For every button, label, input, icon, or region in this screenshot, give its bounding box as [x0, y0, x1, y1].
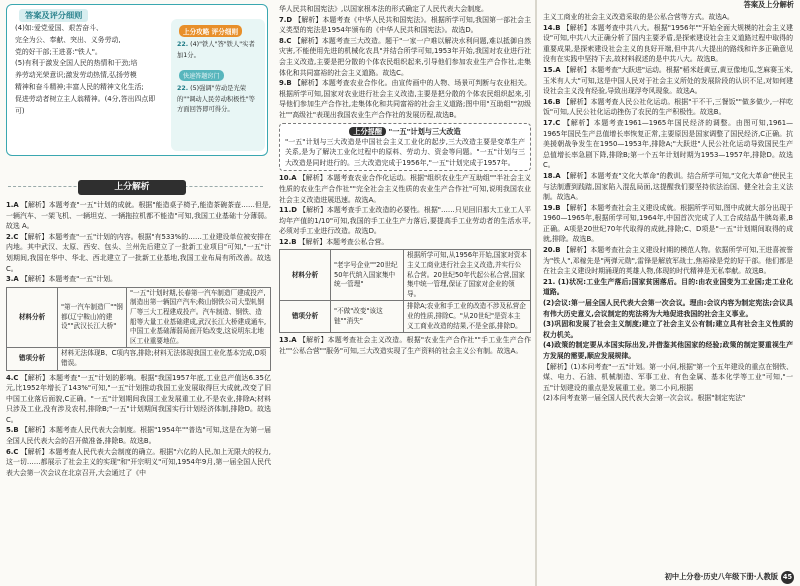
- answer-line: 精神和奋斗精神;丰富人民的精神文化生活;: [15, 82, 144, 91]
- answer-item: 【解析】(1)本问考查"一五"计划。第一小问,根据"第一个五年建设的重点在钢铁、煤、电力、石油、机械制造、军事工业、有色金属、基本化学等工业"可知,"一五"计划建设的重点是发展重工业。第二小问,根据: [543, 362, 793, 392]
- table-label: 材料分析: [7, 287, 58, 348]
- tip-box: [279, 123, 531, 172]
- answer-item: (2)本问考查第一届全国人民代表大会第一次会议。根据"制定宪法": [543, 394, 746, 403]
- table-cell: "老字号企业""20世纪50年代纳入国家集中统一管理": [331, 250, 404, 301]
- callout-line: 22. (5)强调"劳动是光荣的""调动人民劳动积极性"等方面回答即可得分。: [177, 85, 255, 114]
- table-cell: "一五"计划时期,长春第一汽车制造厂建成投产,制造出第一辆国产汽车;鞍山钢铁公司大型轧钢厂等三大工程建成投产。汽车制造、钢铁、造船等大量工业基础建成,武汉长江大桥建成通车,中国工业基础薄弱局面开始改变,这说明东北地区工业重要地位。: [127, 287, 271, 348]
- answer-item: 7.D 【解析】本题考查《中华人民共和国宪法》。根据所学可知,我国第一部社会主义类型的宪法是1954年颁布的《中华人民共和国宪法》。故选D。: [279, 15, 531, 35]
- answer-item: 1.A 【解析】本题考查"一五"计划的成就。根据"能造桌子椅子,能造茶碗茶壶……但是,一辆汽车、一架飞机、一辆坦克、一辆拖拉机都不能造"可知,我国工业基础十分薄弱。故选 A。: [6, 201, 271, 231]
- table-label: 错项分析: [7, 348, 58, 370]
- answer-item: 8.C 【解析】本题考查三大改造。题干"一家一户难以解决水利问题,难以抵御自然灾害,不能使用先进的机械化农具"并结合所学可知,1953年开始,我国对农业进行社会主义改造,主要是把分散的个体农民组织起来,引导他们参加农业生产合作社,走集体化和共同富裕的社会主义道路。故选C。: [279, 36, 531, 77]
- answer-box-title: 答案及评分细则: [19, 9, 88, 22]
- answer-item: (2)会议:第一届全国人民代表大会第一次会议。理由:会议内容为制定宪法;会议具有伟大历史意义,会议制定的宪法将为大地促进我国的社会主义事业。: [543, 299, 793, 318]
- page-footer: [665, 571, 794, 584]
- column-3: [543, 12, 793, 570]
- column-2: [279, 4, 531, 586]
- right-page: [537, 0, 800, 586]
- scoring-callout: [171, 19, 265, 151]
- answer-item: 10.A 【解析】本题考查农业合作化运动。根据"组织农业生产互助组""半社会主义性质的农业生产合作社""完全社会主义性质的农业生产合作社"可知,说明我国农业社会主义改造进展迅速。故选A。: [279, 174, 531, 204]
- answer-item: (4)政策的制定要从本国实际出发,并借鉴其他国家的经验;政策的制定要重视生产方发展的需要,顺应发展规律。: [543, 341, 793, 360]
- answer-item: 20.B 【解析】本题考查社会主义建设时期的模范人物。依据所学可知,王进喜被誉为"铁人",邓稼先是"两弹元勋",雷锋是解放军战士,焦裕禄是党的好干部。他们都是在社会主义建设时期涌现的英雄人物,体现的时代精神是无私奉献。故选B。: [543, 246, 793, 276]
- answer-item: 9.B 【解析】本题考查农业合作化。由宣传画中的人物、场景可判断与农业相关。根据所学可知,国家对农业进行社会主义改造,主要是把分散的个体农民组织起来,引导他们参加生产合作社,走集体化和共同富裕的社会主义道路;图中用"互助组""初级社""高级社"表现出我国农业生产合作社的发展历程,故选B。: [279, 79, 531, 119]
- analysis-table: [6, 287, 271, 371]
- table-label: 错项分析: [280, 301, 331, 333]
- table-cell: 排除A;农业和手工业的改造不涉及私营企业的性质,排除C。"从20世纪"是资本主义工商业改造的结果,不是全部,排除D。: [404, 301, 531, 333]
- answer-item: 4.C 【解析】本题考查"一五"计划的影响。根据"我国1957年底,工业总产值达6.35亿元,比1952年增长了143%"可知,"一五"计划推动我国工业发展取得巨大成就,改变了旧中国工业落后面貌,C正确。"一五"计划期间我国工业发展重工业,不是农业,排除A;材料只涉及工业,没有涉及农村,排除B;"一五"计划期间我国实行计划经济体制,排除D。故选C。: [6, 373, 271, 424]
- answer-item: 11.D 【解析】本题考查手工业改造的必要性。根据"……只见回旧那大工业工人平均年产值的1/10"可知,我国的手工业生产力落后,要提高手工业劳动者的生活水平,必须对手工业进行改造。故选D。: [279, 206, 531, 236]
- answer-box: [6, 4, 268, 156]
- answer-item: 5.B 【解析】本题考查人民代表大会制度。根据"1954年""普选"可知,这是在为第一届全国人民代表大会的召开做准备,排除B。故选B。: [6, 426, 271, 446]
- answer-item: 6.C 【解析】本题考查人民代表大会制度的确立。根据"六亿的人民,加上无限大的权力,这一切……都展示了社会主义的实现"和"开宗明义"可知,1954年9月,第一届全国人民代表大会第一次会议在北京召开,大会通过了《中: [6, 447, 271, 477]
- answer-line: 完全为公、奉献、突出、义务劳动,: [15, 35, 121, 44]
- answer-item: 21. (1)状况:工业生产落后;国家贫困落后。目的:由农业国变为工业国;走工业化道路。: [543, 277, 793, 297]
- table-cell: 根据所学可知,从1956年开始,国家对资本主义工商业进行社会主义改造,并实行公私合营。20世纪50年代起公私合营,国家集中统一管理,保证了国家对企业的领导。: [404, 250, 531, 301]
- answer-line: 促进劳动者树立主人翁精神。(4分,答出四点即可): [15, 94, 156, 115]
- answer-item: 18.A 【解析】本题考查"文化大革命"的教训。结合所学可知,"文化大革命"使民主与法制遭到践踏,国家陷入混乱局面,这提醒我们要坚持依法治国、健全社会主义法制。故选A。: [543, 171, 793, 202]
- answer-item: 2.C 【解析】本题考查"一五"计划的内容。根据"有533%的……工业建设单位被安排在内地。其中武汉、太原、西安、包头、兰州先后建立了一批新工业项目"可知,"一五"计划期间,我国在华中、华北、西北建立了一批新工业基地,我国工业布局有所改善。故选 C。: [6, 232, 271, 273]
- answer-line: 党的好干部;王进喜:"铁人"。: [15, 47, 102, 56]
- section-title: 上分解析: [78, 180, 186, 195]
- answer-item: 19.B 【解析】本题考查社会主义建设成就。根据所学可知,图中成就大部分出现于1960—1965年,根据所学可知,1964年,中国首次完成了人工合成结晶牛胰岛素,B正确。A项是20世纪70年代取得的成就,排除;C、D项是"一五"计划期间取得的成就,排除。故选B。: [543, 203, 793, 244]
- table-cell: 材料无法体现B、C项内容,排除;材料无法体现我国工业化基本完成,D项错误。: [58, 348, 271, 370]
- page-number: 45: [781, 571, 794, 584]
- book-title: 初中上分卷·历史八年级下册·人教版: [664, 572, 778, 581]
- answer-item: 华人民共和国宪法》,以国家根本法的形式确定了人民代表大会制度。: [279, 5, 488, 13]
- answer-item: 13.A 【解析】本题考查社会主义改造。根据"农业生产合作社""手工业生产合作社""公私合营""服务"可知,三大改造实现了生产资料的社会主义公有制。故选A。: [279, 336, 531, 355]
- running-header: 答案及上分解析: [743, 0, 794, 9]
- answer-item: 16.B 【解析】本题考查人民公社化运动。根据"干不干,三餐饭""做多做少,一样吃饭"可知,人民公社化运动挫伤了农民的生产积极性。故选B。: [543, 97, 793, 117]
- callout-pill: 上分攻略 评分细则: [179, 25, 242, 37]
- answer-item: 15.A 【解析】本题考查"大跃进"运动。根据"稻米赶黄豆,黄豆像地瓜,芝麻赛玉米,玉米有人大"可知,这是中国人民对于社会主义所处的发展阶段的认识不足,对如何建设社会主义没有经验,导致出现浮夸风现象。故选A。: [543, 65, 793, 96]
- answer-line: 养劳动光荣意识;激发劳动热情,弘扬劳模: [15, 71, 137, 80]
- answer-item: 17.C 【解析】本题考查1961—1965年国民经济的调整。由图可知,1961—1965年国民生产总值增长率恢复正常,主要原因是国家调整了国民经济,C正确。抗美援朝战争发生在1950—1953年,排除A;"大跃进"人民公社化运动导致国民生产总值增长率急剧下降,排除B;第一个五年计划时期为1953—1957年,排除D。故选C。: [543, 118, 793, 170]
- answer-item: 3.A 【解析】本题考查"一五"计划。: [6, 275, 117, 284]
- table-label: 材料分析: [280, 250, 331, 301]
- answer-box-body: [15, 23, 157, 117]
- callout-line: 22. (4)"铁人"答"铁人"实者加1分。: [177, 41, 255, 59]
- column-1: [6, 200, 271, 586]
- analysis-table: [279, 249, 531, 333]
- callout-pill-2: 快速答题窍门: [179, 70, 224, 81]
- answer-item: 主义工商业的社会主义改造采取的是公私合营等方式。故选A。: [543, 13, 734, 21]
- table-cell: "第一汽车制造厂""钢都(辽宁鞍山)的建设""武汉长江大桥": [58, 287, 127, 348]
- answer-line: (4)如:爱党爱国、艰苦奋斗、: [15, 24, 103, 32]
- table-cell: "不做"改变"该这链""消失": [331, 301, 404, 333]
- tip-text: "一五"计划与三大改造是中国社会主义工业化的起步,三大改造主要是变革生产关系,是为了解决工业化过程中的原料、劳动力、资金等问题。"一五"计划与三大改造是同时进行的。三大改造完成于1956年,"一五"计划完成于1957年。: [285, 137, 525, 167]
- answer-item: 12.B 【解析】本题考查公私合营。: [279, 237, 389, 246]
- answer-item: (3)巩固和发展了社会主义制度;建立了社会主义公有制;建立具有社会主义性质的权力机关。: [543, 320, 793, 339]
- tip-title: 上分提醒 "一五"计划与三大改造: [285, 126, 525, 137]
- answer-item: 14.B 【解析】本题考查中共八大。根据"1956年""开始全面大规模的社会主义建设"可知,中共八大正确分析了国内主要矛盾,是探索建设社会主义道路过程中取得的重要成果,是探索建设社会主义的良好开端,但中共八大提出的路线和许多正确意见没有在实践中坚持下去,故材料叙述的是中共八大。故选B。: [543, 23, 793, 64]
- answer-line: (5)有利于激发全国人民的热情和干劲;培: [15, 59, 138, 68]
